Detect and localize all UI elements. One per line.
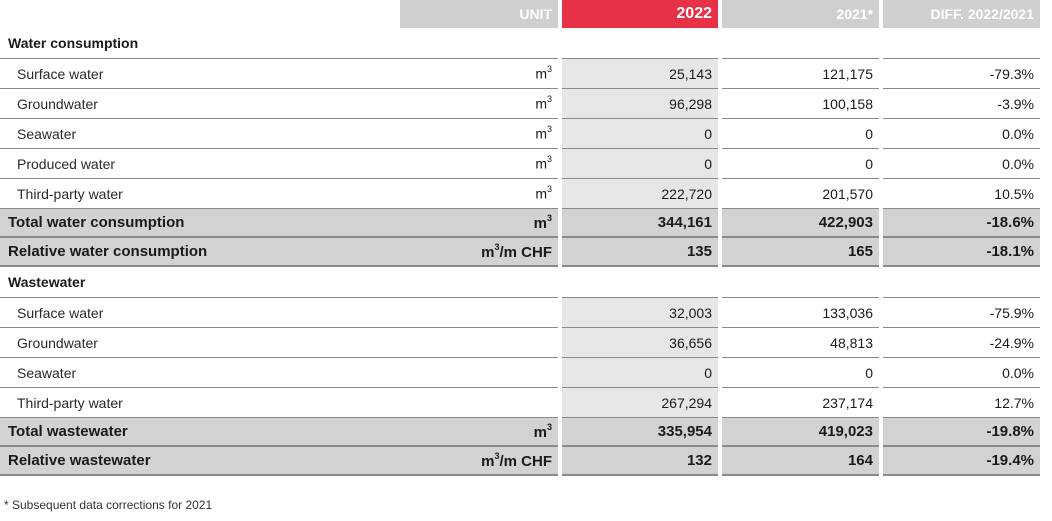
value-2022: 132 <box>562 447 718 476</box>
value-2022: 267,294 <box>562 388 718 418</box>
value-diff: -19.8% <box>883 418 1040 447</box>
table-body <box>0 28 1040 476</box>
row-label: Surface water <box>0 298 400 328</box>
table-row <box>0 89 1040 119</box>
value-2022: 0 <box>562 119 718 149</box>
table-row <box>0 328 1040 358</box>
value-2022: 222,720 <box>562 179 718 209</box>
table-row <box>0 59 1040 89</box>
value-diff: 12.7% <box>883 388 1040 418</box>
total-row <box>0 447 1040 476</box>
table-row <box>0 149 1040 179</box>
unit-base: m <box>535 185 547 202</box>
value-diff: -3.9% <box>883 89 1040 119</box>
total-row <box>0 238 1040 267</box>
value-diff: 10.5% <box>883 179 1040 209</box>
table-header-row <box>0 0 1040 28</box>
unit-base: m <box>535 65 547 82</box>
value-diff: -75.9% <box>883 298 1040 328</box>
value-2021: 165 <box>722 238 879 267</box>
value-2021: 201,570 <box>722 179 879 209</box>
row-unit <box>400 209 558 238</box>
unit-base: m <box>535 155 547 172</box>
value-2022: 36,656 <box>562 328 718 358</box>
row-label: Total wastewater <box>0 418 400 447</box>
section-row <box>0 267 1040 298</box>
value-2021: 121,175 <box>722 59 879 89</box>
row-unit <box>400 447 558 476</box>
value-diff: -24.9% <box>883 328 1040 358</box>
value-2021: 0 <box>722 119 879 149</box>
unit-superscript: 3 <box>546 421 552 432</box>
row-unit <box>400 149 558 179</box>
table-row <box>0 358 1040 388</box>
header-unit: UNIT <box>400 0 558 28</box>
section-title: Water consumption <box>0 28 400 59</box>
unit-superscript: 3 <box>494 241 500 252</box>
header-blank <box>0 0 400 28</box>
unit-superscript: 3 <box>546 64 552 75</box>
row-label: Relative water consumption <box>0 238 400 267</box>
row-label: Groundwater <box>0 328 400 358</box>
row-label: Seawater <box>0 358 400 388</box>
value-diff: 0.0% <box>883 149 1040 179</box>
value-2021: 48,813 <box>722 328 879 358</box>
table-row <box>0 298 1040 328</box>
value-diff: 0.0% <box>883 119 1040 149</box>
row-label: Relative wastewater <box>0 447 400 476</box>
header-2022: 2022 <box>562 0 718 28</box>
value-2021: 0 <box>722 149 879 179</box>
section-title: Wastewater <box>0 267 400 298</box>
unit-superscript: 3 <box>546 212 552 223</box>
value-2021: 100,158 <box>722 89 879 119</box>
value-2022: 344,161 <box>562 209 718 238</box>
row-label: Produced water <box>0 149 400 179</box>
value-diff: 0.0% <box>883 358 1040 388</box>
value-2022: 32,003 <box>562 298 718 328</box>
footnote: * Subsequent data corrections for 2021 <box>4 498 213 512</box>
value-diff: -18.6% <box>883 209 1040 238</box>
section-row <box>0 28 1040 59</box>
row-label: Third-party water <box>0 388 400 418</box>
value-2022: 96,298 <box>562 89 718 119</box>
table-row <box>0 388 1040 418</box>
row-unit <box>400 388 558 418</box>
unit-superscript: 3 <box>546 184 552 195</box>
row-label: Surface water <box>0 59 400 89</box>
value-2021: 0 <box>722 358 879 388</box>
value-2022: 0 <box>562 149 718 179</box>
unit-base: m <box>481 452 495 470</box>
row-unit <box>400 298 558 328</box>
row-unit <box>400 179 558 209</box>
unit-superscript: 3 <box>494 450 500 461</box>
value-2021: 237,174 <box>722 388 879 418</box>
unit-base: m <box>535 125 547 142</box>
row-unit <box>400 238 558 267</box>
value-2021: 133,036 <box>722 298 879 328</box>
row-label: Third-party water <box>0 179 400 209</box>
value-diff: -18.1% <box>883 238 1040 267</box>
row-unit <box>400 358 558 388</box>
row-label: Seawater <box>0 119 400 149</box>
value-2022: 335,954 <box>562 418 718 447</box>
unit-suffix: /m CHF <box>499 243 552 261</box>
total-row <box>0 418 1040 447</box>
unit-base: m <box>481 243 495 261</box>
unit-superscript: 3 <box>546 124 552 135</box>
unit-superscript: 3 <box>546 154 552 165</box>
table-row <box>0 179 1040 209</box>
header-diff: DIFF. 2022/2021 <box>883 0 1040 28</box>
row-unit <box>400 59 558 89</box>
unit-base: m <box>535 95 547 112</box>
unit-base: m <box>533 214 547 232</box>
row-label: Groundwater <box>0 89 400 119</box>
value-2021: 419,023 <box>722 418 879 447</box>
unit-base: m <box>533 423 547 441</box>
value-2022: 25,143 <box>562 59 718 89</box>
row-unit <box>400 328 558 358</box>
total-row <box>0 209 1040 238</box>
value-2021: 422,903 <box>722 209 879 238</box>
value-2022: 135 <box>562 238 718 267</box>
row-label: Total water consumption <box>0 209 400 238</box>
table-row <box>0 119 1040 149</box>
value-diff: -79.3% <box>883 59 1040 89</box>
unit-superscript: 3 <box>546 94 552 105</box>
row-unit <box>400 89 558 119</box>
value-2021: 164 <box>722 447 879 476</box>
unit-suffix: /m CHF <box>499 452 552 470</box>
value-2022: 0 <box>562 358 718 388</box>
row-unit <box>400 119 558 149</box>
value-diff: -19.4% <box>883 447 1040 476</box>
header-2021: 2021* <box>722 0 879 28</box>
row-unit <box>400 418 558 447</box>
